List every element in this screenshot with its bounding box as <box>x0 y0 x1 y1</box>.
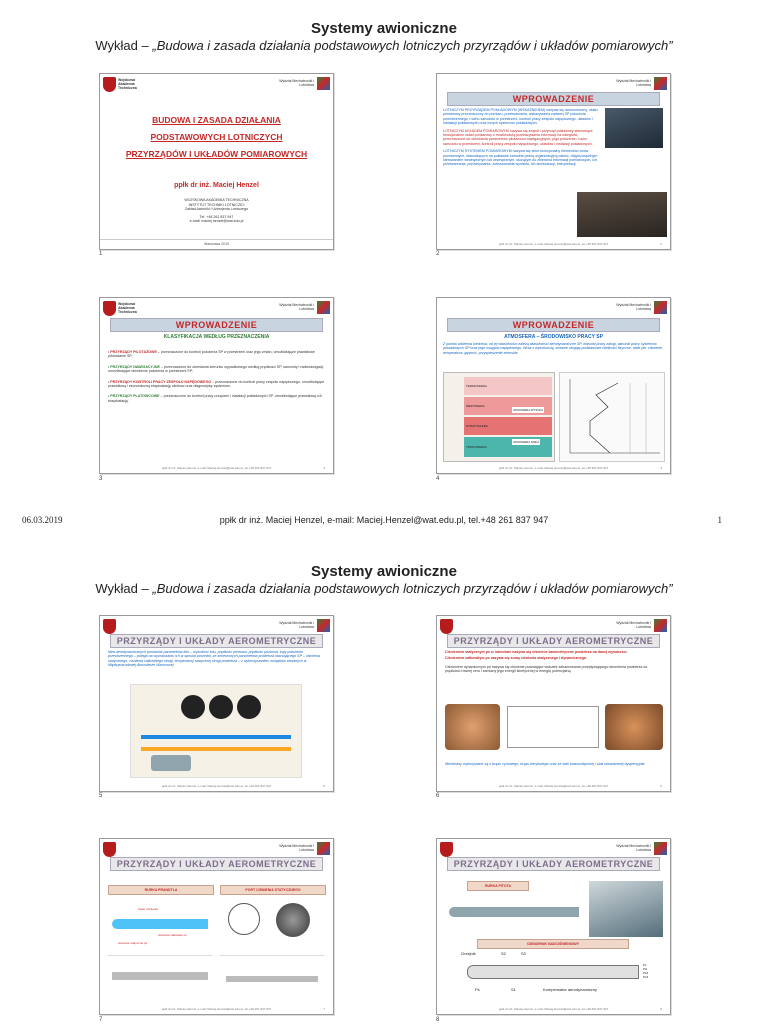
slide-4-banner: WPROWADZENIE <box>447 318 660 332</box>
slide-4-subtitle: ATMOSFERA – ŚRODOWISKO PRACY SP <box>504 334 603 340</box>
slide-2-banner: WPROWADZENIE <box>447 92 660 106</box>
wat-logo-icon <box>103 619 116 634</box>
slide-3: Wojskowa Akademia Techniczna Wydział Mechatroniki i Lotnictwa WPROWADZENIE KLASYFIKACJA WEDŁUG PRZEZNACZENIA • PRZYRZĄDY PILOTAŻOWE – przeznaczone do kontroli położenia SP w przestrzeni oraz jego zmian, umożliwiające prawidłowe pilotowanie SP; • PRZYRZĄDY NAWIGACYJNE – przeznaczone do określania kierunku wypadkowego według prędkości SP, samoloty i radionawigacji, umożliwiające określenie położenia w przestrzeni SP; • PRZYRZĄDY KONTROLI PRACY ZESPOŁU NAPĘDOWEGO – przeznaczone do kontroli pracy zespołu napędowego, umożliwiające prawidłową i ekonomiczną eksploatację silników oraz diagnostykę systemów; • PRZYRZĄDY PLATOWCOWE – przeznaczone do kontroli pracy urządzeń i instalacji pokładowych SP, umożliwiające prawidłową ich eksploatację. ppłk dr inż. Maciej Henzel, e-mail: Maciej.Henzel@wat.edu.pl, tel.+48 261 837 947 3 <box>99 297 334 474</box>
slide-1-number: 1 <box>99 251 103 257</box>
atmosphere-graph <box>559 372 665 462</box>
slide-1-institution: WOJSKOWA AKADEMIA TECHNICZNA INSTYTUT TECHNIKI LOTNICZEJ Zakład Awioniki i Uzbrojenia Lotniczego Tel. +48 261 837 947 e-mail: maciej.henzel@wat.edu.pl <box>184 198 249 223</box>
pressure-line <box>141 747 291 751</box>
membrane-diagram <box>507 706 599 748</box>
footer-page-number: 1 <box>717 515 722 525</box>
slide-4: Wydział Mechatroniki i Lotnictwa WPROWADZENIE ATMOSFERA – ŚRODOWISKO PRACY SP Z punktu widzenia lotnictwa, od jej właściwości zależą właściwości aerodynamiczne SP, warunki pracy załogi, warunki pracy systemów pokładowych SP oraz jego osiągów napędowego. Wraz z wysokością, zmianie ulegają podstawowe wielkości fizyczne, takie jak: ciśnienie, temperatura, gęstość, przyspieszenie ziemskie. TERMOSFERA MEZOSFERA STRATOSFERA TROPOSFERA ATMOSFERA WYSOKA ATMOSFERA NISKA ppłk dr inż. Maciej Henzel, e-mail: Maciej.Henzel@wat.edu.pl, tel.+48 261 837 947 4 <box>436 297 671 474</box>
pitot-tube-figure <box>445 893 585 933</box>
slide-3-subtitle: KLASYFIKACJA WEDŁUG PRZEZNACZENIA <box>163 334 270 340</box>
slide-5-text: Idea aerodynamicznych pomiarów parametrów lotu – wysokość lotu, prędkość pionowa, prędkość pozioma, kąty położenia przestrzennego – polega na wyznaczaniu ich w sposób pośredni, ze zmierzonych parametrów powietrza otaczającego SP – ciśnienia statycznego, ciśnienia całkowitego strugi, temperatury statycznej strugi powietrza – z wykorzystaniem związków zawartych w Międzynarodowej Atmosferze Wzorcowej. <box>108 650 320 668</box>
wat-logo-icon <box>103 842 116 857</box>
page-header-bottom: Systemy awioniczne Wykład – „Budowa i zasada działania podstawowych lotniczych przyrządów i układów pomiarowych” <box>95 563 673 596</box>
slide-4-number: 4 <box>436 476 440 482</box>
wml-logo-text: Wydział Mechatroniki i Lotnictwa <box>279 79 314 87</box>
slide-6-banner: PRZYRZĄDY I UKŁADY AEROMETRYCZNE <box>447 634 660 648</box>
slide-2-text: LOTNICZYM PRZYRZĄDEM POKŁADOWYM (WSKAŹNIKIEM) nazywa się autonomiczny, układ pomiarowy przeznaczony do pomiaru, przetwarzania, wskazywania zadanej SP położenia przestrzennego i ruchu samolotu w przestrzeni, kontroli pracy zespołu napędowego, układów i instalacji pokładowych oraz innych systemów pokładowych. LOTNICZYM UKŁADEM POMIAROWYM nazywa się zespół i przyrząd pokładowy stanowiące funkcjonalnie układ pomiarowy z możliwością przekazywania informacji na odległość, przeznaczone do określania parametrów pilotażowo-nawigacyjnych, jego położenia i ruchu samolotu w przestrzeni, kontroli pracy zespołu napędowego, układów i instalacji pokładowych. LOTNICZYM SYSTEMEM POMIAROWYM nazywa się zbiór funkcjonalny elementów torów pomiarowych, stanowiących na pokładzie samolotu jedną organizacyjną całość, objętą wspólnym sterowaniem wewnętrznym lub zewnętrznym, służącym do zbierania informacji pomiarowych, ich przetwarzania, porównywania, zobrazowania wyników, ich archiwizacji, interpretacji. <box>443 108 598 167</box>
gauge-icon <box>181 695 205 719</box>
wat-logo-icon <box>440 842 453 857</box>
slide-7-number: 7 <box>99 1017 103 1023</box>
wat-logo-icon <box>103 77 116 92</box>
slide-5: Wydział Mechatroniki i Lotnictwa PRZYRZĄDY I UKŁADY AEROMETRYCZNE Idea aerodynamicznych pomiarów parametrów lotu – wysokość lotu, prędkość pionowa, prędkość pozioma, kąty położenia przestrzennego – polega na wyznaczaniu ich w sposób pośredni, ze zmierzonych parametrów powietrza otaczającego SP – ciśnienia statycznego, ciśnienia całkowitego strugi, temperatury statycznej strugi powietrza – z wykorzystaniem związków zawartych w Międzynarodowej Atmosferze Wzorcowej. ppłk dr inż. Maciej Henzel, e-mail: Maciej.Henzel@wat.edu.pl, tel.+48 261 837 947 5 <box>99 615 334 792</box>
wml-logo-icon <box>317 301 330 314</box>
wml-logo-icon <box>654 77 667 90</box>
pressure-receiver-figure: Grzejnik S2 S3 Ps S1 Kompensator aerodynamiczny Pc Psl Ps2 Ps3 <box>461 951 649 992</box>
wml-logo-icon <box>317 77 330 90</box>
slide-8: Wydział Mechatroniki i Lotnictwa PRZYRZĄDY I UKŁADY AEROMETRYCZNE RURKA PITOTA ODBIORNIK NADCIŚNIENIOWY Grzejnik S2 S3 Ps S1 Kompensator aerodynamiczny Pc Psl Ps2 Ps3 ppłk dr inż. Maciej Henzel, e-mail: Maciej.Henzel@wat.edu.pl, tel.+48 261 837 947 8 <box>436 838 671 1015</box>
wat-logo-icon <box>440 619 453 634</box>
pressure-line <box>141 735 291 739</box>
document-subtitle: Wykład – „Budowa i zasada działania podstawowych lotniczych przyrządów i układów pomiarowych” <box>95 38 673 53</box>
slide-7-banner: PRZYRZĄDY I UKŁADY AEROMETRYCZNE <box>110 857 323 871</box>
aircraft-photo <box>589 881 663 937</box>
static-port-figure <box>220 897 324 951</box>
slide-footer: ppłk dr inż. Maciej Henzel, e-mail: Maciej.Henzel@wat.edu.pl, tel.+48 261 837 947 <box>498 242 609 246</box>
document-title: Systemy awioniczne <box>311 20 457 37</box>
pitot-tube <box>151 755 191 771</box>
atmosphere-layers-figure: TERMOSFERA MEZOSFERA STRATOSFERA TROPOSFERA ATMOSFERA WYSOKA ATMOSFERA NISKA <box>443 372 555 462</box>
prandtl-tube-figure: otwór ciśnienia ciśnienie całkowite pc ciśnienie statyczne ps <box>108 899 212 949</box>
static-port-label: PORT CIŚNIENIA STATYCZNEGO <box>220 885 326 895</box>
prandtl-tube-label: RURKA PRANDTLA <box>108 885 214 895</box>
wml-logo-icon <box>654 619 667 632</box>
slide-1-place: Warszawa 2019 <box>100 239 333 246</box>
list-item: • PRZYRZĄDY NAWIGACYJNE – przeznaczone do określania kierunku wypadkowego według prędkości SP, samoloty i radionawigacji, umożliwiające określenie położenia w przestrzeni SP; <box>108 364 325 374</box>
list-item: • PRZYRZĄDY PILOTAŻOWE – przeznaczone do kontroli położenia SP w przestrzeni oraz jego zmian, umożliwiające prawidłowe pilotowanie SP; <box>108 350 315 359</box>
page-header-top <box>0 20 768 53</box>
slide-3-banner: WPROWADZENIE <box>110 318 323 332</box>
pressure-receiver-label: ODBIORNIK NADCIŚNIENIOWY <box>477 939 629 949</box>
slide-1-author: ppłk dr inż. Maciej Henzel <box>174 182 259 189</box>
temperature-profile-chart <box>560 373 664 461</box>
slide-5-banner: PRZYRZĄDY I UKŁADY AEROMETRYCZNE <box>110 634 323 648</box>
slide-6: Wydział Mechatroniki i Lotnictwa PRZYRZĄDY I UKŁADY AEROMETRYCZNE Ciśnieniem statycznym ps w lotnictwie nazywa się ciśnienie barometryczne powietrza na danej wysokości. Ciśnieniem całkowitym pc nazywa się sumę ciśnienia statycznego i dynamicznego. Ciśnieniem dynamicznym pd nazywa się ciśnienie powstające wskutek zahamowania przepływającego strumienia powietrza do prędkości równej zeru i zamiany jego energii kinetycznej w energię potencjalną. Membrany wykonywane są z brązu cynowego, brązu berylowego oraz ze stali kwasoodpornej i stali utwardzanej dyspersyjnie. ppłk dr inż. Maciej Henzel, e-mail: Maciej.Henzel@wat.edu.pl, tel.+48 261 837 947 6 <box>436 615 671 792</box>
slide-2: Wydział Mechatroniki i Lotnictwa WPROWADZENIE LOTNICZYM PRZYRZĄDEM POKŁADOWYM (WSKAŹNIKIEM) nazywa się autonomiczny, układ pomiarowy przeznaczony do pomiaru, przetwarzania, wskazywania zadanej SP położenia przestrzennego i ruchu samolotu w przestrzeni, kontroli pracy zespołu napędowego, układów i instalacji pokładowych oraz innych systemów pokładowych. LOTNICZYM UKŁADEM POMIAROWYM nazywa się zespół i przyrząd pokładowy stanowiące funkcjonalnie układ pomiarowy z możliwością przekazywania informacji na odległość, przeznaczone do określania parametrów pilotażowo-nawigacyjnych, jego położenia i ruchu samolotu w przestrzeni, kontroli pracy zespołu napędowego, układów i instalacji pokładowych. LOTNICZYM SYSTEMEM POMIAROWYM nazywa się zbiór funkcjonalny elementów torów pomiarowych, stanowiących na pokładzie samolotu jedną organizacyjną całość, objętą wspólnym sterowaniem wewnętrznym lub zewnętrznym, służącym do zbierania informacji pomiarowych, ich przetwarzania, porównywania, zobrazowania wyników, ich archiwizacji, interpretacji. ppłk dr inż. Maciej Henzel, e-mail: Maciej.Henzel@wat.edu.pl, tel.+48 261 837 947 2 <box>436 73 671 250</box>
slide-6-note: Membrany wykonywane są z brązu cynowego, brązu berylowego oraz ze stali kwasoodpornej i stali utwardzanej dyspersyjnie. <box>445 762 646 766</box>
wml-logo-icon <box>654 301 667 314</box>
cockpit-photo <box>605 108 663 148</box>
slide-6-number: 6 <box>436 793 440 799</box>
slide-8-banner: PRZYRZĄDY I UKŁADY AEROMETRYCZNE <box>447 857 660 871</box>
membrane-photo <box>445 704 500 750</box>
slide-1 <box>99 73 334 250</box>
pitot-flow-figure <box>108 955 212 1002</box>
pitot-static-system-figure <box>130 684 302 778</box>
membrane-photo-2 <box>605 704 663 750</box>
footer-date: 06.03.2019 <box>22 515 63 525</box>
wml-logo-icon <box>654 842 667 855</box>
slide-3-number: 3 <box>99 476 103 482</box>
slide-6-text: Ciśnieniem statycznym ps w lotnictwie nazywa się ciśnienie barometryczne powietrza na danej wysokości. Ciśnieniem całkowitym pc nazywa się sumę ciśnienia statycznego i dynamicznego. Ciśnieniem dynamicznym pd nazywa się ciśnienie powstające wskutek zahamowania przepływającego strumienia powietrza do prędkości równej zeru i zamiany jego energii kinetycznej w energię potencjalną. <box>445 650 648 674</box>
slide-7: Wydział Mechatroniki i Lotnictwa PRZYRZĄDY I UKŁADY AEROMETRYCZNE RURKA PRANDTLA PORT CIŚNIENIA STATYCZNEGO otwór ciśnienia ciśnienie całkowite pc ciśnienie statyczne ps ppłk dr inż. Maciej Henzel, e-mail: Maciej.Henzel@wat.edu.pl, tel.+48 261 837 947 7 <box>99 838 334 1015</box>
slide-4-text: Z punktu widzenia lotnictwa, od jej właściwości zależą właściwości aerodynamiczne SP, warunki pracy załogi, warunki pracy systemów pokładowych SP oraz jego osiągów napędowego. Wraz z wysokością, zmianie ulegają podstawowe wielkości fizyczne, takie jak: ciśnienie, temperatura, gęstość, przyspieszenie ziemskie. <box>443 342 663 355</box>
wat-logo-icon <box>103 301 116 316</box>
slide-8-number: 8 <box>436 1017 440 1023</box>
list-item: • PRZYRZĄDY KONTROLI PRACY ZESPOŁU NAPĘDOWEGO – przeznaczone do kontroli pracy zespołu napędowego, umożliwiające prawidłową i ekonomiczną eksploatację silników oraz diagnostykę systemów; <box>108 379 325 389</box>
slide-3-list <box>108 350 326 403</box>
static-port-section-figure <box>220 955 324 1002</box>
gauge-icon <box>209 695 233 719</box>
wat-logo-text: Wojskowa Akademia Techniczna <box>118 78 137 90</box>
list-item: • PRZYRZĄDY PLATOWCOWE – przeznaczone do kontroli pracy urządzeń i instalacji pokładowych SP, umożliwiające prawidłową ich eksploatację. <box>108 394 322 403</box>
wml-logo-icon <box>317 619 330 632</box>
slide-5-number: 5 <box>99 793 103 799</box>
footer-author: ppłk dr inż. Maciej Henzel, e-mail: Maciej.Henzel@wat.edu.pl, tel.+48 261 837 947 <box>219 515 549 525</box>
gauge-icon <box>237 695 261 719</box>
wml-logo-icon <box>317 842 330 855</box>
cockpit-photo-2 <box>577 192 667 237</box>
slide-1-title: BUDOWA I ZASADA DZIAŁANIA PODSTAWOWYCH LOTNICZYCH PRZYRZĄDÓW I UKŁADÓW POMIAROWYCH <box>125 115 308 159</box>
pitot-tube-label: RURKA PITOTA <box>467 881 529 891</box>
slide-2-number: 2 <box>436 251 440 257</box>
